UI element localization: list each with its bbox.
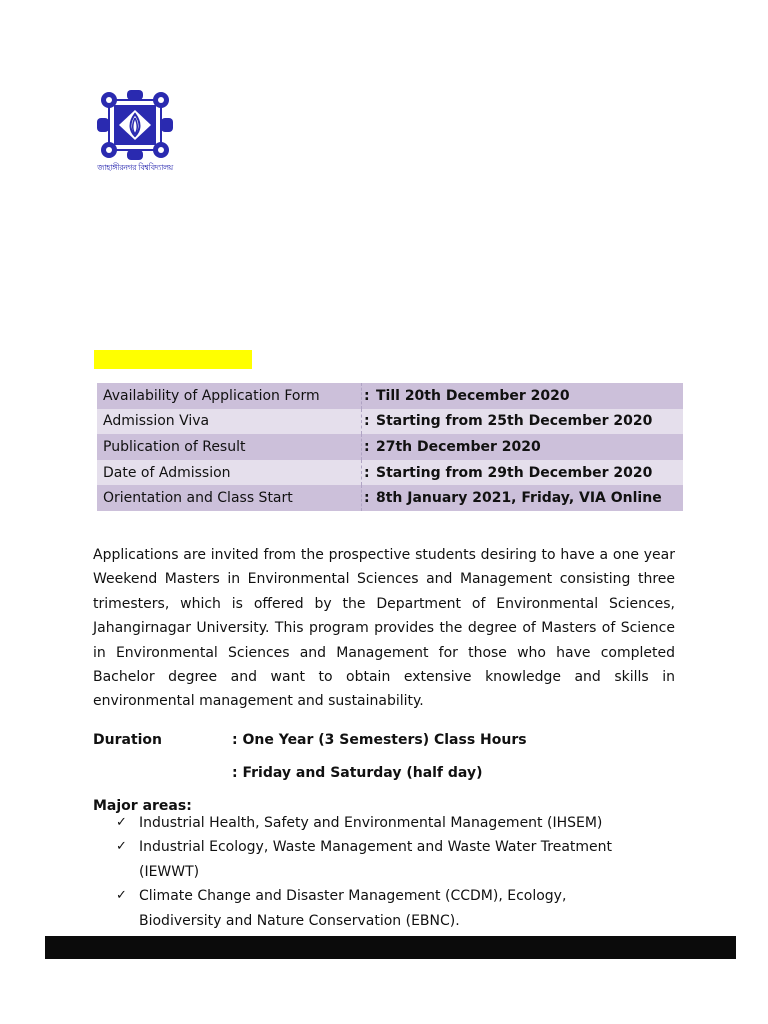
schedule-label: Orientation and Class Start [103, 490, 293, 507]
logo-caption: জাহাঙ্গীরনগর বিশ্ববিদ্যালয় [97, 163, 173, 172]
checkmark-icon: ✓ [116, 839, 127, 855]
schedule-value: Starting from 29th December 2020 [376, 464, 653, 481]
schedule-value: Starting from 25th December 2020 [376, 413, 653, 430]
table-row [97, 383, 683, 409]
highlight-bar [94, 350, 252, 369]
university-emblem-icon [93, 88, 177, 162]
schedule-label: Publication of Result [103, 438, 246, 455]
schedule-separator: : [362, 460, 373, 486]
area-text: Industrial Ecology, Waste Management and Waste Water Treatment (IEWWT) [139, 839, 613, 880]
class-days-value: : Friday and Saturday (half day) [232, 765, 483, 781]
schedule-value: 27th December 2020 [376, 438, 541, 455]
admission-schedule-table [97, 383, 683, 511]
table-row [97, 460, 683, 486]
schedule-label: Date of Admission [103, 464, 231, 481]
checkmark-icon: ✓ [116, 888, 127, 904]
class-days-row [93, 765, 482, 781]
schedule-label: Admission Viva [103, 413, 210, 430]
table-row [97, 485, 683, 511]
university-logo [93, 88, 177, 180]
schedule-label: Availability of Application Form [103, 387, 320, 404]
intro-paragraph: Applications are invited from the prospective students desiring to have a one year Weekend Masters in Environmental Sciences and Management consisting three trimesters, which is offered by the Department of Environmental Sciences, Jahangirnagar University. This program provides the degree of Masters of Science in Environmental Sciences and Management for those who have completed Bachelor degree and want to obtain extensive knowledge and skills in environmental management and sustainability. [93, 547, 675, 710]
major-areas-heading: Major areas: [93, 798, 192, 814]
schedule-separator: : [362, 409, 373, 435]
table-row [97, 434, 683, 460]
list-item [112, 884, 652, 933]
schedule-separator: : [362, 485, 373, 511]
duration-row [93, 732, 527, 748]
duration-label: Duration [93, 732, 163, 748]
area-text: Industrial Health, Safety and Environmental Management (IHSEM) [139, 815, 603, 831]
area-text: Climate Change and Disaster Management (CCDM), Ecology, Biodiversity and Nature Conservation (EBNC). [139, 888, 567, 929]
list-item [112, 811, 652, 835]
table-row [97, 409, 683, 435]
duration-value: : One Year (3 Semesters) Class Hours [232, 732, 527, 748]
checkmark-icon: ✓ [116, 815, 127, 830]
schedule-separator: : [362, 383, 373, 409]
major-areas-list [112, 811, 652, 933]
footer-bar [45, 936, 736, 959]
list-item [112, 835, 652, 884]
schedule-value: 8th January 2021, Friday, VIA Online [376, 490, 662, 507]
schedule-value: Till 20th December 2020 [376, 387, 570, 404]
schedule-separator: : [362, 434, 373, 460]
